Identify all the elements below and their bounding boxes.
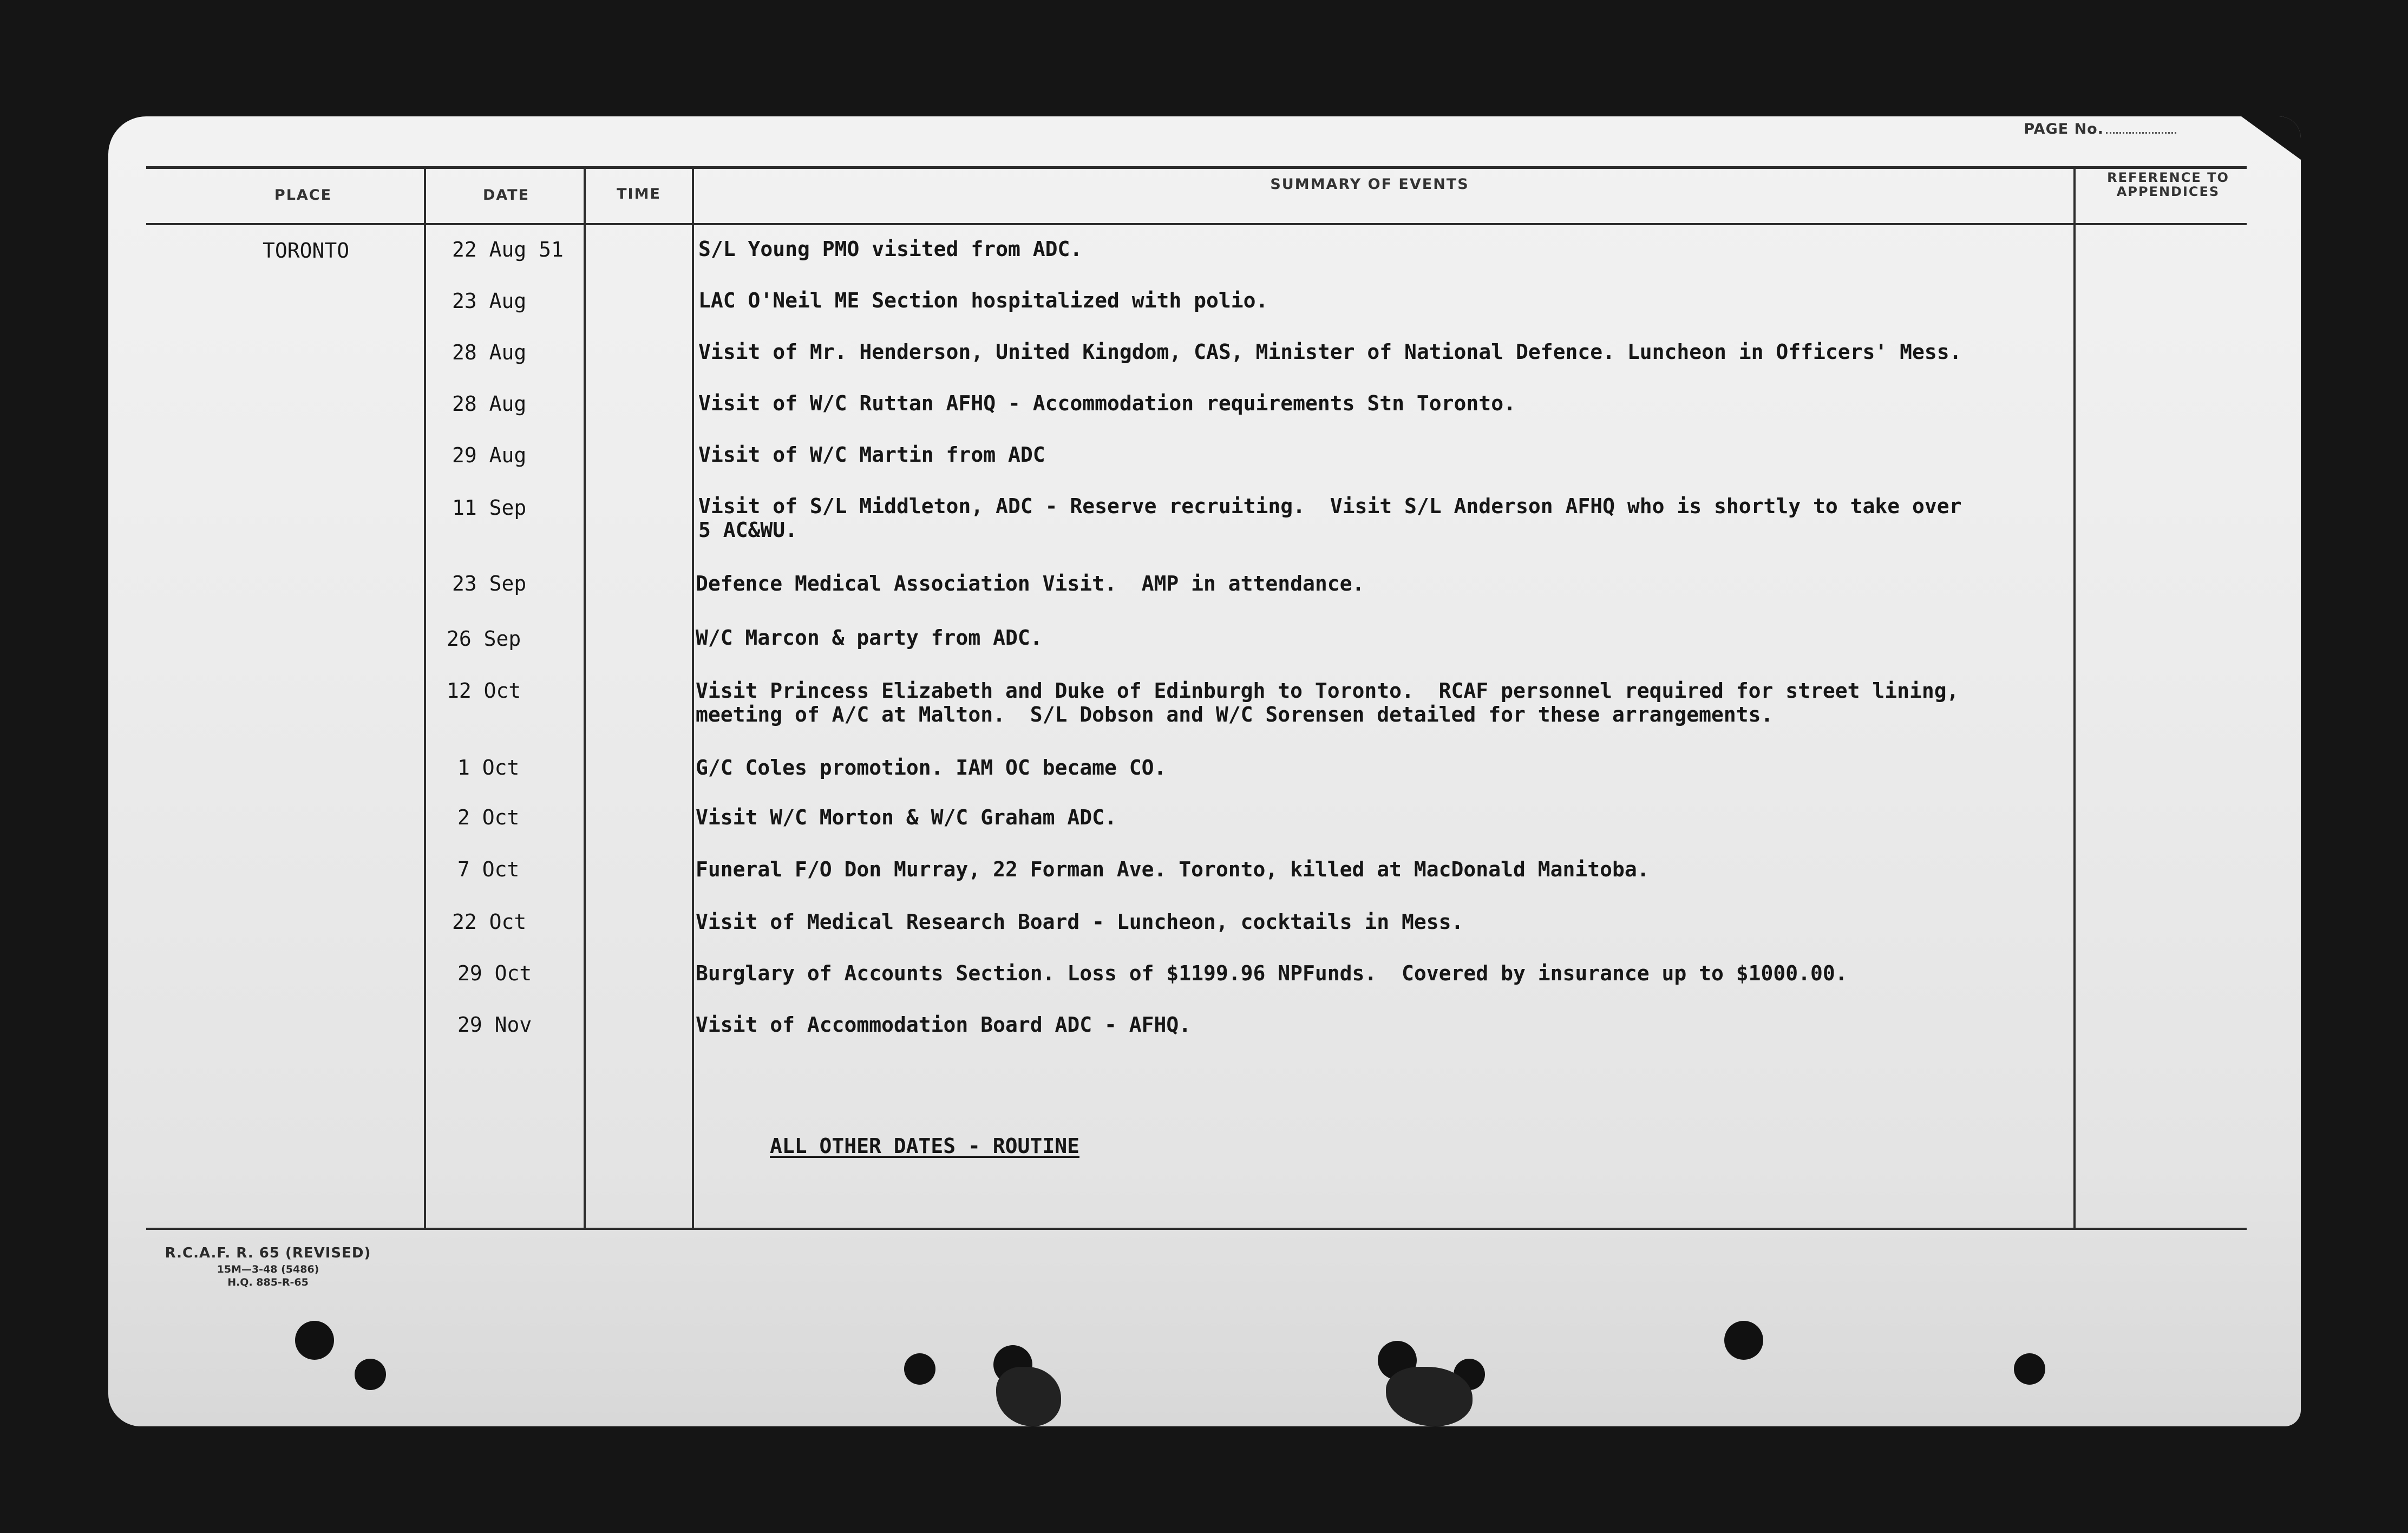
clipped-corner bbox=[2241, 116, 2301, 160]
entry-event: Visit of Medical Research Board - Luncheon, cocktails in Mess. bbox=[696, 910, 1464, 934]
punch-hole bbox=[904, 1353, 935, 1385]
entry-date: 22 Aug 51 bbox=[452, 238, 564, 261]
entry-date: 22 Oct bbox=[452, 910, 527, 934]
form-bottom-rule bbox=[146, 1228, 2247, 1230]
header-top-rule bbox=[146, 166, 2247, 169]
date-time-divider bbox=[584, 168, 586, 1229]
entry-event: G/C Coles promotion. IAM OC became CO. bbox=[696, 756, 1167, 779]
entry-event: LAC O'Neil ME Section hospitalized with polio. bbox=[698, 289, 1268, 312]
entry-event: S/L Young PMO visited from ADC. bbox=[698, 237, 1083, 261]
entry-date: 11 Sep bbox=[452, 496, 527, 520]
punch-hole bbox=[295, 1321, 334, 1360]
entry-event: W/C Marcon & party from ADC. bbox=[696, 626, 1043, 650]
time-summary-divider bbox=[692, 168, 694, 1229]
place-date-divider bbox=[424, 168, 426, 1229]
ink-smudge bbox=[996, 1367, 1061, 1426]
time-header: TIME bbox=[617, 186, 661, 202]
entry-date: 28 Aug bbox=[452, 340, 527, 364]
diary-card bbox=[108, 116, 2301, 1426]
entry-date: 7 Oct bbox=[457, 857, 520, 881]
entry-event-continued: 5 AC&WU. bbox=[698, 518, 798, 542]
entry-event-continued: meeting of A/C at Malton. S/L Dobson and W/C Sorensen detailed for these arrangements. bbox=[696, 703, 1774, 726]
entry-event: Defence Medical Association Visit. AMP in attendance. bbox=[696, 572, 1365, 595]
ink-smudge bbox=[1386, 1367, 1473, 1426]
place-value: TORONTO bbox=[263, 239, 350, 263]
entry-date: 29 Oct bbox=[457, 961, 532, 985]
entry-date: 29 Nov bbox=[457, 1013, 532, 1037]
summary-header: SUMMARY OF EVENTS bbox=[1270, 176, 1469, 193]
entry-event: Visit of W/C Ruttan AFHQ - Accommodation requirements Stn Toronto. bbox=[698, 391, 1516, 415]
punch-hole bbox=[355, 1359, 386, 1390]
header-bottom-rule bbox=[146, 223, 2247, 225]
punch-hole bbox=[1724, 1321, 1763, 1360]
entry-date: 29 Aug bbox=[452, 443, 527, 467]
form-identifier: R.C.A.F. R. 65 (REVISED) 15M—3-48 (5486) H.Q. 885-R-65 bbox=[165, 1245, 371, 1288]
summary-reference-divider bbox=[2073, 168, 2076, 1229]
entry-date: 28 Aug bbox=[452, 392, 527, 416]
entry-date: 12 Oct bbox=[447, 679, 521, 703]
entry-event: Burglary of Accounts Section. Loss of $1199.96 NPFunds. Covered by insurance up to $1000.00. bbox=[696, 961, 1848, 985]
entry-date: 23 Sep bbox=[452, 572, 527, 595]
entry-event: Visit of Mr. Henderson, United Kingdom, CAS, Minister of National Defence. Luncheon in Officers' Mess. bbox=[698, 340, 1962, 364]
page-number-field: PAGE No. bbox=[2024, 121, 2176, 137]
entry-date: 2 Oct bbox=[457, 805, 520, 829]
entry-event: Funeral F/O Don Murray, 22 Forman Ave. Toronto, killed at MacDonald Manitoba. bbox=[696, 857, 1650, 881]
entry-date: 1 Oct bbox=[457, 756, 520, 779]
place-header: PLACE bbox=[274, 187, 332, 204]
date-header: DATE bbox=[482, 187, 530, 204]
punch-hole bbox=[2014, 1353, 2045, 1385]
entry-event: Visit Princess Elizabeth and Duke of Edinburgh to Toronto. RCAF personnel required for street lining, bbox=[696, 679, 1959, 703]
entry-event: Visit W/C Morton & W/C Graham ADC. bbox=[696, 805, 1117, 829]
routine-note: ALL OTHER DATES - ROUTINE bbox=[770, 1134, 1079, 1158]
entry-date: 23 Aug bbox=[452, 289, 527, 313]
entry-event: Visit of W/C Martin from ADC bbox=[698, 443, 1045, 467]
entry-event: Visit of Accommodation Board ADC - AFHQ. bbox=[696, 1013, 1192, 1037]
reference-header: REFERENCE TO APPENDICES bbox=[2107, 170, 2229, 199]
entry-date: 26 Sep bbox=[447, 627, 521, 651]
entry-event: Visit of S/L Middleton, ADC - Reserve recruiting. Visit S/L Anderson AFHQ who is shortly to take over bbox=[698, 494, 1962, 518]
